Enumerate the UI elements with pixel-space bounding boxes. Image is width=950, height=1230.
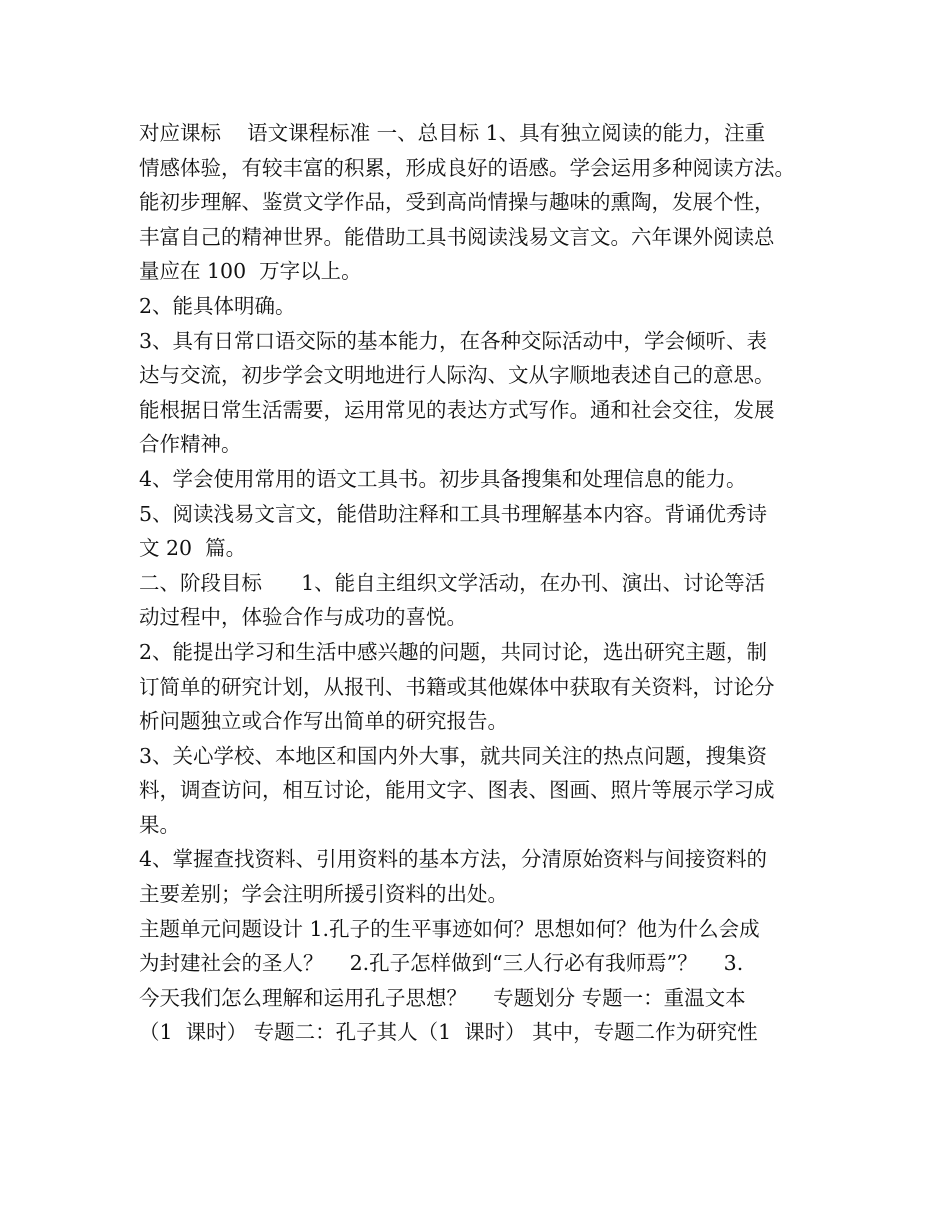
text-line: 析问题独立或合作写出简单的研究报告。 <box>139 709 508 734</box>
text-line: 动过程中，体验合作与成功的喜悦。 <box>139 605 467 630</box>
text-line: 主题单元问题设计 1.孔子的生平事迹如何？思想如何？他为什么会成 <box>139 916 760 941</box>
text-line: 对应课标 语文课程标准 一、总目标 1、具有独立阅读的能力，注重 <box>139 121 766 145</box>
text-line: 为封建社会的圣人？ 2.孔子怎样做到“三人行必有我师焉”？ 3. <box>139 951 744 976</box>
text-line: 文 20 篇。 <box>139 536 247 561</box>
text-line: 能初步理解、鉴赏文学作品，受到高尚情操与趣味的熏陶，发展个性， <box>139 190 775 215</box>
text-line: 订简单的研究计划，从报刊、书籍或其他媒体中获取有关资料，讨论分 <box>139 674 775 699</box>
text-line: 3、关心学校、本地区和国内外大事，就共同关注的热点问题，搜集资 <box>139 743 768 768</box>
text-line: 丰富自己的精神世界。能借助工具书阅读浅易文言文。六年课外阅读总 <box>139 224 775 249</box>
text-line: 情感体验，有较丰富的积累，形成良好的语感。学会运用多种阅读方法。 <box>139 155 795 180</box>
text-line: 4、学会使用常用的语文工具书。初步具备搜集和处理信息的能力。 <box>139 466 747 491</box>
text-line: 达与交流，初步学会文明地进行人际沟、文从字顺地表述自己的意思。 <box>139 363 775 388</box>
text-line: 4、掌握查找资料、引用资料的基本方法，分清原始资料与间接资料的 <box>139 847 768 872</box>
document-body <box>139 116 829 1050</box>
text-line: 能根据日常生活需要，运用常见的表达方式写作。通和社会交往，发展 <box>139 397 775 422</box>
text-line: 5、阅读浅易文言文，能借助注释和工具书理解基本内容。背诵优秀诗 <box>139 501 768 526</box>
text-line: 3、具有日常口语交际的基本能力，在各种交际活动中，学会倾听、表 <box>139 328 768 353</box>
text-line: 主要差别；学会注明所援引资料的出处。 <box>139 882 508 907</box>
text-line: 2、能提出学习和生活中感兴趣的问题，共同讨论，选出研究主题，制 <box>139 639 768 664</box>
text-line: 料，调查访问，相互讨论，能用文字、图表、图画、照片等展示学习成 <box>139 778 775 803</box>
text-line: 2、能具体明确。 <box>139 293 296 318</box>
text-line: 二、阶段目标 1、能自主组织文学活动，在办刊、演出、讨论等活 <box>139 570 766 595</box>
text-line: （1 课时） 专题二：孔子其人（1 课时） 其中，专题二作为研究性 <box>139 1020 758 1045</box>
text-line: 果。 <box>139 812 180 837</box>
text-line: 合作精神。 <box>139 432 242 457</box>
text-line: 量应在 100 万字以上。 <box>139 259 362 284</box>
text-line: 今天我们怎么理解和运用孔子思想？ 专题划分 专题一：重温文本 <box>139 985 746 1010</box>
